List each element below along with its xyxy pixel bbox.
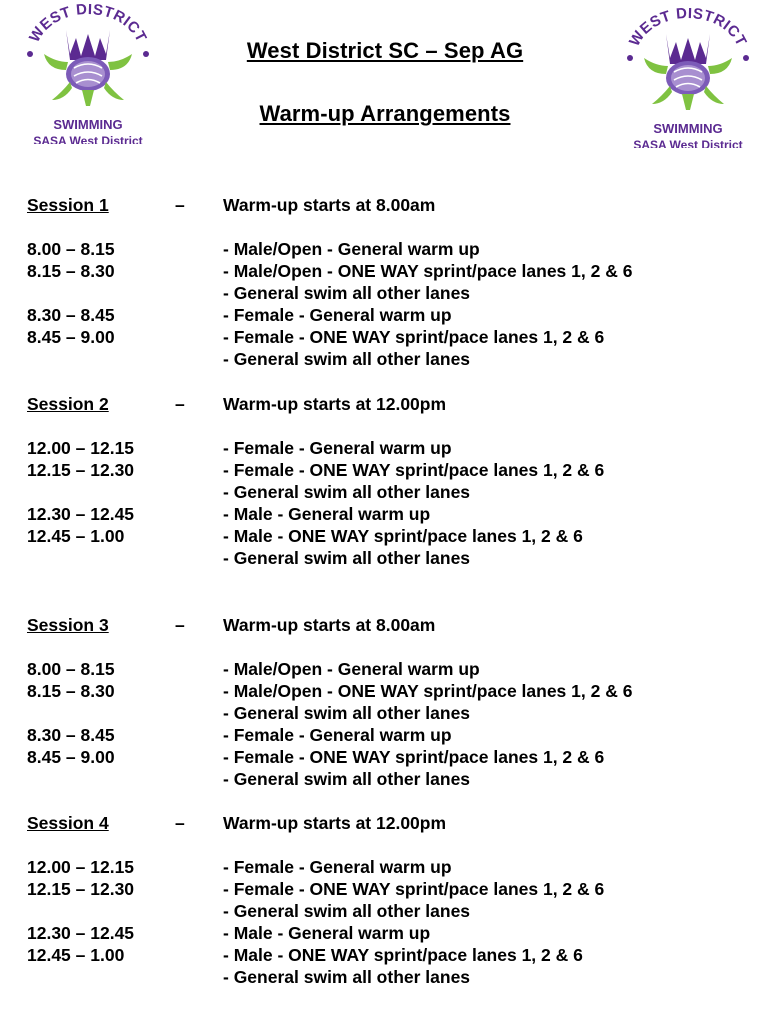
slot-description: - General swim all other lanes	[223, 349, 471, 369]
slot-time: 12.00 – 12.15	[27, 438, 135, 458]
session-label: Session 3	[27, 615, 109, 635]
slot-description: - Female - ONE WAY sprint/pace lanes 1, 2 & 6	[223, 460, 605, 480]
logo-swimming-text: SWIMMING	[653, 121, 723, 136]
session-dash: –	[175, 394, 185, 414]
slot-description: - Male - General warm up	[223, 923, 431, 943]
slot-description: - General swim all other lanes	[223, 482, 471, 502]
session-header	[0, 813, 778, 837]
schedule-row	[0, 327, 778, 349]
schedule-row	[0, 879, 778, 901]
slot-description: - Female - ONE WAY sprint/pace lanes 1, 2 & 6	[223, 327, 605, 347]
schedule-row	[0, 769, 778, 791]
slot-description: - Female - General warm up	[223, 438, 452, 458]
logo-swimming-text: SWIMMING	[53, 117, 123, 132]
schedule-row	[0, 283, 778, 305]
logo-sasa-text: SASA West District	[33, 134, 143, 144]
slot-description: - General swim all other lanes	[223, 769, 471, 789]
slot-time: 12.45 – 1.00	[27, 526, 125, 546]
schedule-row	[0, 239, 778, 261]
schedule-row	[0, 857, 778, 879]
schedule-row	[0, 747, 778, 769]
session-start-time: Warm-up starts at 12.00pm	[223, 813, 447, 833]
thistle-logo-graphic	[622, 8, 754, 148]
slot-time: 8.45 – 9.00	[27, 327, 115, 347]
schedule-row	[0, 945, 778, 967]
slot-time: 12.45 – 1.00	[27, 945, 125, 965]
session-header	[0, 615, 778, 639]
slot-description: - Male/Open - ONE WAY sprint/pace lanes 1, 2 & 6	[223, 261, 633, 281]
slot-time: 12.30 – 12.45	[27, 923, 135, 943]
slot-time: 8.15 – 8.30	[27, 261, 115, 281]
slot-description: - Female - General warm up	[223, 305, 452, 325]
schedule-row	[0, 261, 778, 283]
document-title: West District SC – Sep AG	[246, 38, 524, 63]
session-start-time: Warm-up starts at 8.00am	[223, 615, 436, 635]
schedule-row	[0, 901, 778, 923]
slot-description: - General swim all other lanes	[223, 967, 471, 987]
schedule-row	[0, 526, 778, 548]
slot-description: - Male/Open - ONE WAY sprint/pace lanes 1, 2 & 6	[223, 681, 633, 701]
slot-description: - Male - ONE WAY sprint/pace lanes 1, 2 & 6	[223, 945, 583, 965]
slot-description: - Male - General warm up	[223, 504, 431, 524]
logo-arc-text: WEST DISTRICT	[26, 4, 150, 46]
schedule-row	[0, 349, 778, 371]
slot-time: 8.30 – 8.45	[27, 725, 115, 745]
west-district-logo-right	[622, 8, 754, 148]
schedule-row	[0, 305, 778, 327]
slot-description: - Female - General warm up	[223, 725, 452, 745]
session-label: Session 4	[27, 813, 109, 833]
session-start-time: Warm-up starts at 12.00pm	[223, 394, 447, 414]
schedule-row	[0, 703, 778, 725]
slot-description: - General swim all other lanes	[223, 703, 471, 723]
slot-time: 8.30 – 8.45	[27, 305, 115, 325]
logo-arc-text: WEST DISTRICT	[626, 8, 750, 50]
slot-description: - Male/Open - General warm up	[223, 239, 480, 259]
slot-time: 8.00 – 8.15	[27, 239, 115, 259]
schedule-row	[0, 681, 778, 703]
slot-description: - General swim all other lanes	[223, 283, 471, 303]
schedule-row	[0, 482, 778, 504]
slot-description: - General swim all other lanes	[223, 548, 471, 568]
schedule-row	[0, 967, 778, 989]
document-subtitle: Warm-up Arrangements	[259, 101, 511, 126]
slot-time: 8.45 – 9.00	[27, 747, 115, 767]
session-dash: –	[175, 195, 185, 215]
session-dash: –	[175, 813, 185, 833]
slot-description: - Female - ONE WAY sprint/pace lanes 1, 2 & 6	[223, 747, 605, 767]
slot-description: - Female - ONE WAY sprint/pace lanes 1, 2 & 6	[223, 879, 605, 899]
slot-time: 12.15 – 12.30	[27, 460, 135, 480]
slot-time: 12.00 – 12.15	[27, 857, 135, 877]
slot-description: - Female - General warm up	[223, 857, 452, 877]
slot-description: - General swim all other lanes	[223, 901, 471, 921]
slot-description: - Male - ONE WAY sprint/pace lanes 1, 2 & 6	[223, 526, 583, 546]
slot-time: 8.00 – 8.15	[27, 659, 115, 679]
session-dash: –	[175, 615, 185, 635]
session-label: Session 1	[27, 195, 109, 215]
slot-description: - Male/Open - General warm up	[223, 659, 480, 679]
schedule-row	[0, 725, 778, 747]
slot-time: 12.30 – 12.45	[27, 504, 135, 524]
schedule-row	[0, 548, 778, 570]
slot-time: 8.15 – 8.30	[27, 681, 115, 701]
schedule-row	[0, 923, 778, 945]
session-header	[0, 394, 778, 418]
schedule-row	[0, 659, 778, 681]
slot-time: 12.15 – 12.30	[27, 879, 135, 899]
schedule-row	[0, 460, 778, 482]
session-start-time: Warm-up starts at 8.00am	[223, 195, 436, 215]
logo-sasa-text: SASA West District	[633, 138, 743, 148]
session-header	[0, 195, 778, 219]
schedule-row	[0, 438, 778, 460]
schedule-row	[0, 504, 778, 526]
session-label: Session 2	[27, 394, 109, 414]
